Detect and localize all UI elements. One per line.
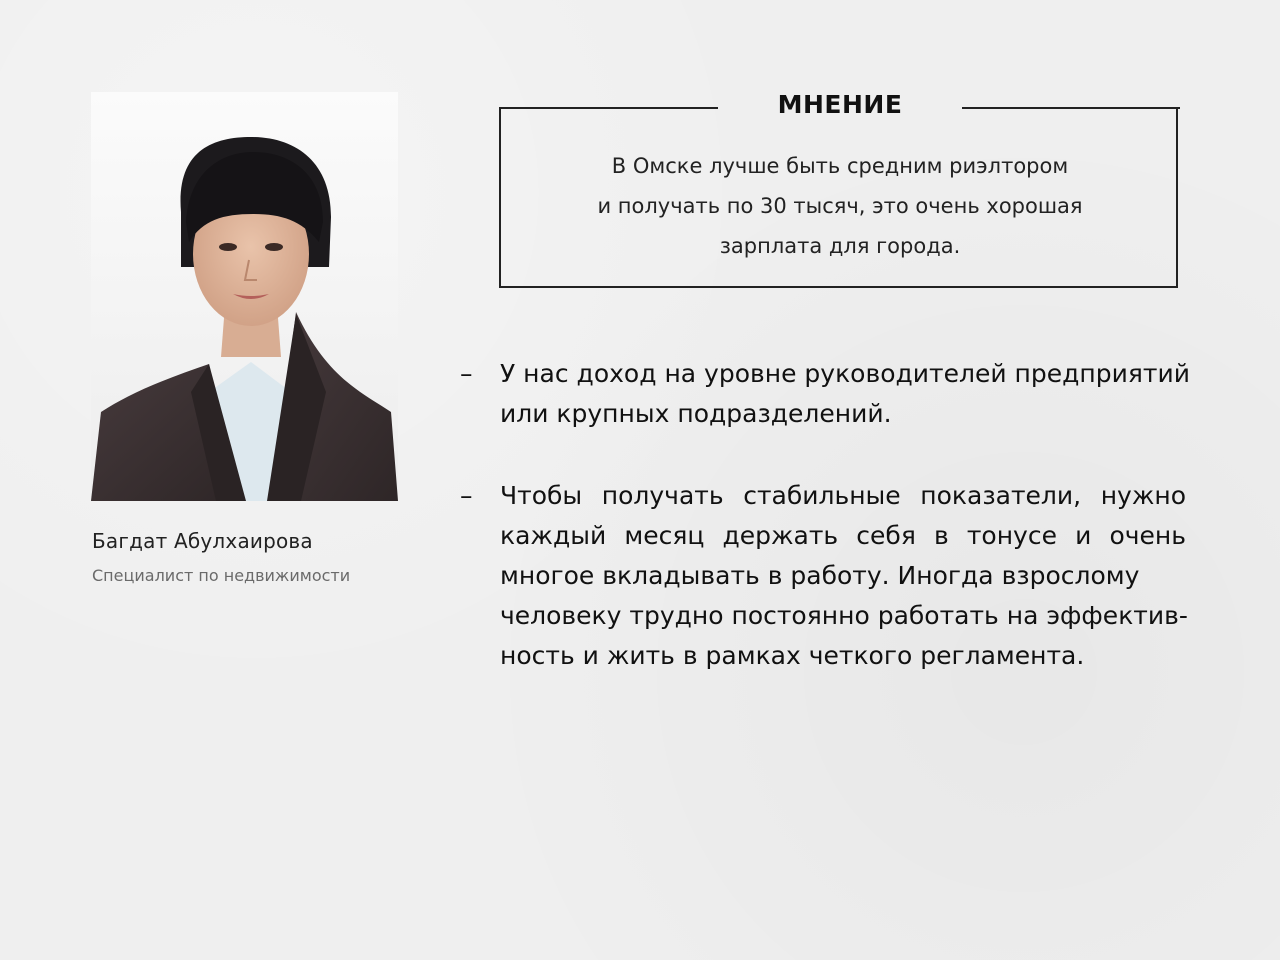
bullet-dash: –: [460, 359, 473, 388]
bullet-item: [460, 354, 1190, 434]
opinion-quote: [520, 146, 1160, 266]
opinion-top-line-left: [499, 107, 718, 109]
person-name: Багдат Абулхаирова: [92, 529, 313, 553]
bullet-text: [500, 354, 1190, 434]
person-role: Специалист по недвижимости: [92, 566, 351, 585]
bullet-line: У нас доход на уровне руководителей предприятий: [500, 359, 1190, 388]
bullet-text: [500, 476, 1186, 676]
bullet-dash: –: [460, 481, 473, 510]
bullet-line: многое вкладывать в работу. Иногда взрослому: [500, 561, 1140, 590]
opinion-quote-line: В Омске лучше быть средним риэлтором: [611, 154, 1069, 178]
opinion-top-line-right: [962, 107, 1180, 109]
bullet-line: ность и жить в рамках четкого регламента.: [500, 641, 1085, 670]
bullet-line: человеку трудно постоянно работать на эффектив-: [500, 601, 1188, 630]
bullet-line: или крупных подразделений.: [500, 399, 892, 428]
opinion-quote-line: и получать по 30 тысяч, это очень хорошая: [597, 194, 1083, 218]
bullet-line: каждый месяц держать себя в тонусе и очень: [500, 521, 1186, 550]
bullet-line: Чтобы получать стабильные показатели, нужно: [500, 481, 1186, 510]
opinion-quote-line: зарплата для города.: [719, 234, 961, 258]
portrait-photo: [91, 92, 398, 501]
opinion-title: МНЕНИЕ: [777, 90, 903, 119]
bullet-item: [460, 476, 1186, 676]
